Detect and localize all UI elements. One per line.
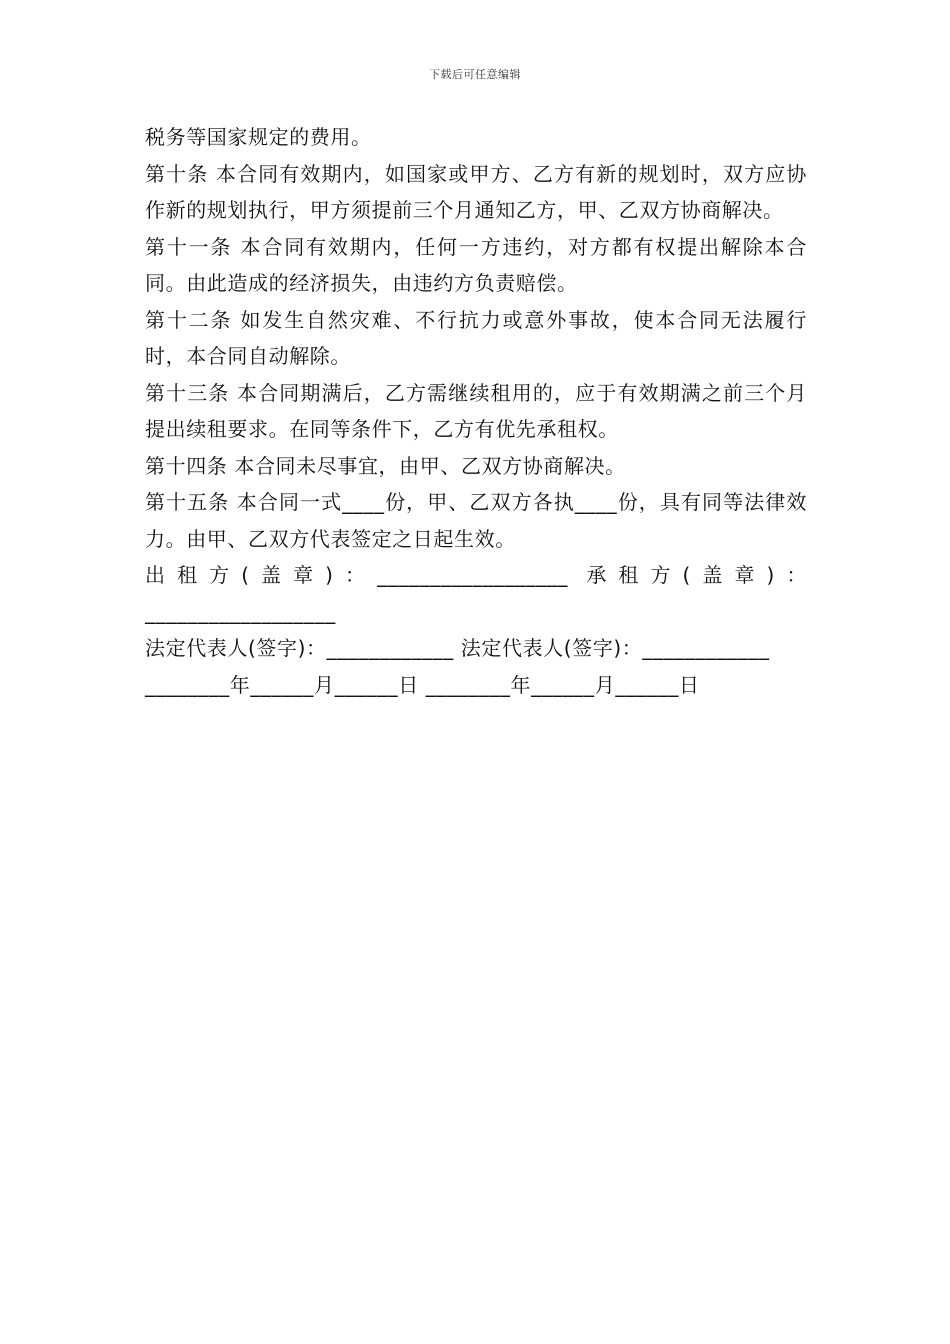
contract-body bbox=[145, 119, 807, 703]
paragraph-article-11: 第十一条 本合同有效期内，任何一方违约，对方都有权提出解除本合同。由此造成的经济损失，由违约方负责赔偿。 bbox=[145, 234, 807, 295]
paragraph-article-13: 第十三条 本合同期满后，乙方需继续租用的，应于有效期满之前三个月提出续租要求。在同等条件下，乙方有优先承租权。 bbox=[145, 380, 807, 441]
paragraph-article-15: 第十五条 本合同一式____份，甲、乙双方各执____份，具有同等法律效力。由甲、乙双方代表签定之日起生效。 bbox=[145, 490, 807, 551]
signature-representative-line: 法定代表人(签字)：____________ 法定代表人(签字)：____________ bbox=[145, 636, 770, 660]
paragraph-article-12: 第十二条 如发生自然灾难、不行抗力或意外事故，使本合同无法履行时，本合同自动解除。 bbox=[145, 307, 807, 368]
signature-seal-line: 出租方(盖章)：__________________ 承租方(盖章)：__________________ bbox=[145, 563, 807, 624]
paragraph-article-14: 第十四条 本合同未尽事宜，由甲、乙双方协商解决。 bbox=[145, 453, 626, 478]
page-header: 下载后可任意编辑 bbox=[429, 68, 521, 81]
paragraph-fees: 税务等国家规定的费用。 bbox=[145, 125, 372, 149]
signature-date-line: ________年______月______日 ________年______月______日 bbox=[145, 672, 700, 697]
paragraph-article-10: 第十条 本合同有效期内，如国家或甲方、乙方有新的规划时，双方应协作新的规划执行，甲方须提前三个月通知乙方，甲、乙双方协商解决。 bbox=[145, 161, 807, 222]
